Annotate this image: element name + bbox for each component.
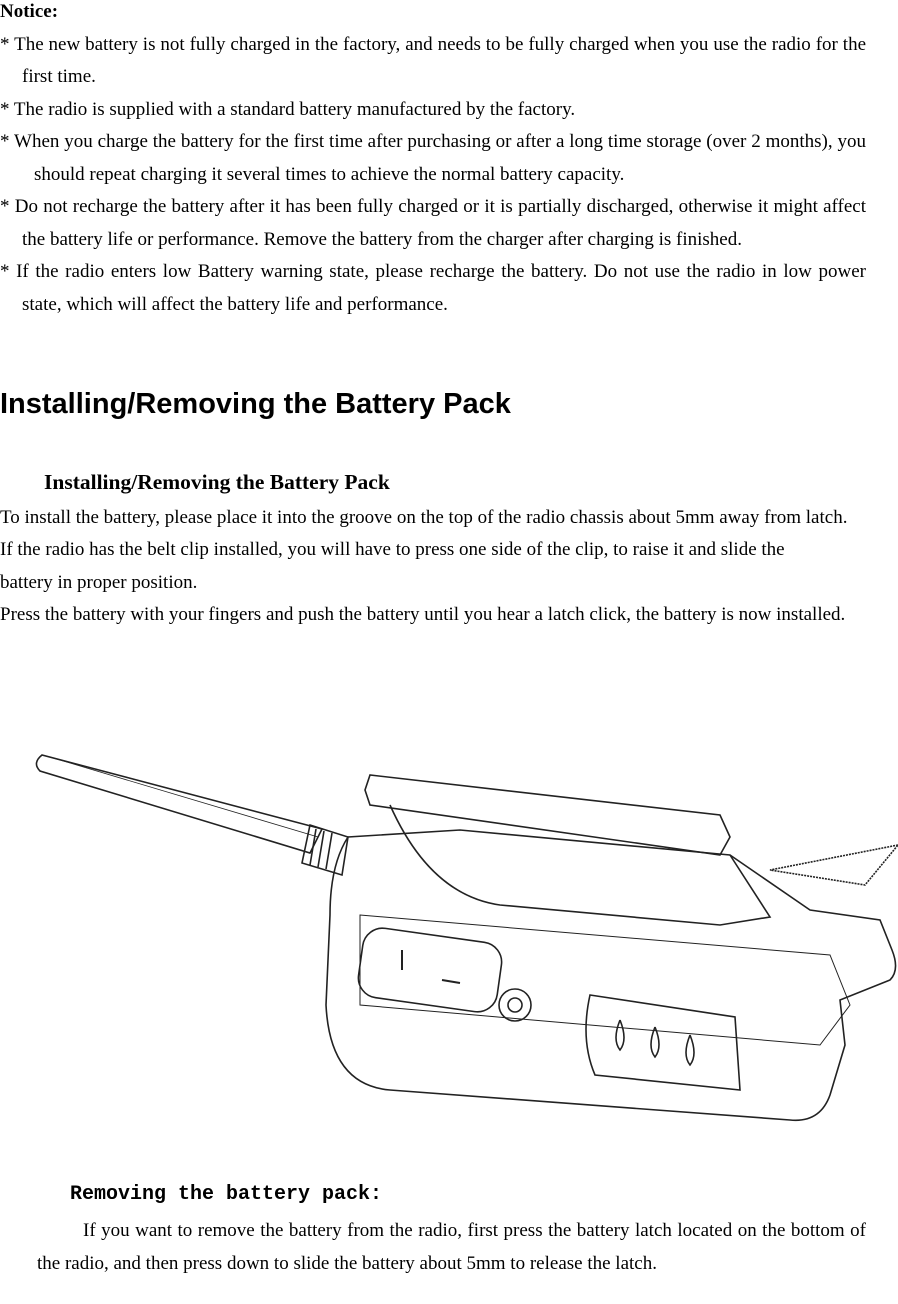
remove-heading: Removing the battery pack: <box>70 1183 383 1206</box>
notice-item: * The new battery is not fully charged in the factory, and needs to be fully charged when you use the radio for the first time. <box>0 33 866 87</box>
radio-battery-illustration <box>30 745 898 1130</box>
notice-item: * If the radio enters low Battery warning state, please recharge the battery. Do not use the radio in low power state, which will affect the battery life and performance. <box>0 261 866 315</box>
ptt-button <box>356 926 504 1015</box>
direction-arrow-icon <box>770 845 898 885</box>
install-instructions <box>0 502 866 631</box>
notice-item: * Do not recharge the battery after it has been fully charged or it is partially discharged, otherwise it might affect the battery life or performance. Remove the battery from the charger after charging is finished. <box>0 196 866 250</box>
section-subheading: Installing/Removing the Battery Pack <box>44 470 390 494</box>
remove-instructions: If you want to remove the battery from the radio, first press the battery latch located on the bottom of the radio, and then press down to slide the battery about 5mm to release the latch. <box>37 1220 866 1274</box>
grip <box>586 995 740 1090</box>
install-paragraph: If the radio has the belt clip installed, you will have to press one side of the clip, to raise it and slide the battery in proper position. <box>0 539 785 593</box>
belt-clip <box>365 775 730 855</box>
notice-title: Notice: <box>0 1 59 22</box>
notice-item: * When you charge the battery for the first time after purchasing or after a long time storage (over 2 months), you should repeat charging it several times to achieve the normal battery capacity. <box>0 131 866 185</box>
notice-section <box>0 0 866 321</box>
section-heading: Installing/Removing the Battery Pack <box>0 388 511 420</box>
install-paragraph: To install the battery, please place it into the groove on the top of the radio chassis about 5mm away from latch. <box>0 507 848 528</box>
antenna <box>36 755 322 853</box>
install-paragraph: Press the battery with your fingers and push the battery until you hear a latch click, the battery is now installed. <box>0 603 846 625</box>
notice-item: * The radio is supplied with a standard battery manufactured by the factory. <box>0 98 576 120</box>
